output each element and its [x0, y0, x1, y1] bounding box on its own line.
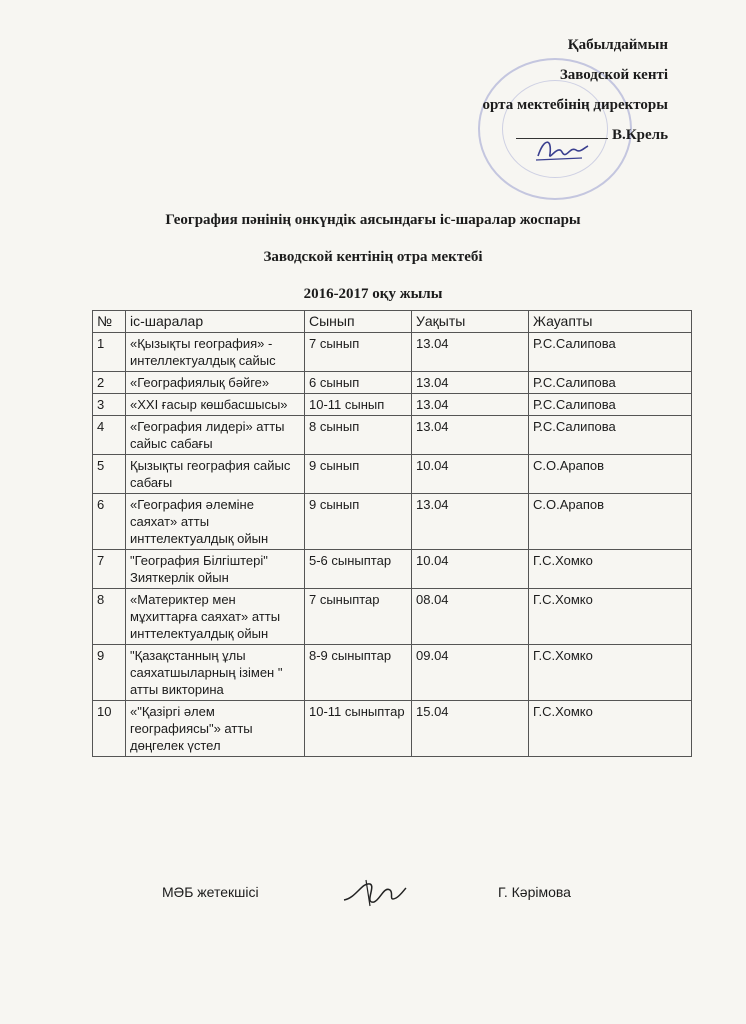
cell-number: 3	[93, 394, 126, 416]
title-line-3: 2016-2017 оқу жылы	[303, 286, 443, 302]
cell-number: 1	[93, 333, 126, 372]
cell-responsible: С.О.Арапов	[529, 494, 692, 550]
cell-grade: 10-11 сынып	[305, 394, 412, 416]
cell-event: «География лидері» атты сайыс сабағы	[126, 416, 305, 455]
cell-responsible: Г.С.Хомко	[529, 589, 692, 645]
approval-role: орта мектебінің директоры	[482, 97, 668, 113]
approval-heading: Қабылдаймын	[567, 37, 668, 53]
title-line-2: Заводской кентінің отра мектебі	[263, 249, 483, 265]
cell-date: 08.04	[412, 589, 529, 645]
cell-date: 13.04	[412, 394, 529, 416]
cell-grade: 8 сынып	[305, 416, 412, 455]
cell-grade: 9 сынып	[305, 455, 412, 494]
cell-grade: 7 сыныптар	[305, 589, 412, 645]
cell-date: 15.04	[412, 701, 529, 757]
cell-event: «Географиялық бәйге»	[126, 372, 305, 394]
cell-number: 5	[93, 455, 126, 494]
cell-grade: 7 сынып	[305, 333, 412, 372]
cell-number: 8	[93, 589, 126, 645]
cell-responsible: Р.С.Салипова	[529, 372, 692, 394]
cell-event: "Қазақстанның ұлы саяхатшыларның ізімен " атты викторина	[126, 645, 305, 701]
header-grade: Сынып	[305, 311, 412, 333]
footer-name: Г. Кәрімова	[498, 884, 571, 900]
table-header-row	[93, 311, 692, 333]
document-title	[0, 202, 746, 313]
director-name: В.Крель	[612, 127, 668, 143]
table-row	[93, 645, 692, 701]
cell-number: 6	[93, 494, 126, 550]
signature-underline	[516, 124, 608, 139]
footer-position: МӘБ жетекшісі	[162, 884, 259, 900]
events-table	[92, 310, 692, 757]
cell-grade: 8-9 сыныптар	[305, 645, 412, 701]
cell-date: 10.04	[412, 550, 529, 589]
header-number: №	[93, 311, 126, 333]
cell-date: 10.04	[412, 455, 529, 494]
approval-block	[483, 30, 668, 150]
cell-number: 4	[93, 416, 126, 455]
table-row	[93, 394, 692, 416]
footer-signature-block	[0, 876, 746, 906]
table-row	[93, 372, 692, 394]
table-row	[93, 701, 692, 757]
cell-responsible: Р.С.Салипова	[529, 333, 692, 372]
table-row	[93, 494, 692, 550]
cell-grade: 10-11 сыныптар	[305, 701, 412, 757]
cell-responsible: Г.С.Хомко	[529, 701, 692, 757]
cell-event: "География Білгіштері" Зияткерлік ойын	[126, 550, 305, 589]
table-row	[93, 333, 692, 372]
cell-date: 13.04	[412, 416, 529, 455]
cell-event: «"Қазіргі әлем географиясы"» атты дөңгелек үстел	[126, 701, 305, 757]
cell-date: 09.04	[412, 645, 529, 701]
table-row	[93, 455, 692, 494]
cell-event: «Қызықты география» - интеллектуалдық сайыс	[126, 333, 305, 372]
cell-date: 13.04	[412, 372, 529, 394]
cell-event: «География әлеміне саяхат» атты инттелектуалдық ойын	[126, 494, 305, 550]
cell-responsible: Р.С.Салипова	[529, 394, 692, 416]
cell-number: 10	[93, 701, 126, 757]
approval-village: Заводской кенті	[559, 67, 668, 83]
cell-number: 2	[93, 372, 126, 394]
header-responsible: Жауапты	[529, 311, 692, 333]
cell-date: 13.04	[412, 494, 529, 550]
cell-number: 7	[93, 550, 126, 589]
title-line-1: География пәнінің онкүндік аясындағы іс-шаралар жоспары	[165, 212, 581, 228]
approval-signature-line	[483, 120, 668, 150]
table-row	[93, 550, 692, 589]
cell-event: «XXI ғасыр көшбасшысы»	[126, 394, 305, 416]
head-signature	[340, 876, 410, 910]
cell-number: 9	[93, 645, 126, 701]
cell-date: 13.04	[412, 333, 529, 372]
cell-event: «Материктер мен мұхиттарға саяхат» атты инттелектуалдық ойын	[126, 589, 305, 645]
table-row	[93, 589, 692, 645]
header-event: іс-шаралар	[126, 311, 305, 333]
cell-responsible: Р.С.Салипова	[529, 416, 692, 455]
table-row	[93, 416, 692, 455]
cell-event: Қызықты география сайыс сабағы	[126, 455, 305, 494]
header-date: Уақыты	[412, 311, 529, 333]
cell-grade: 9 сынып	[305, 494, 412, 550]
cell-responsible: Г.С.Хомко	[529, 550, 692, 589]
cell-grade: 6 сынып	[305, 372, 412, 394]
cell-responsible: С.О.Арапов	[529, 455, 692, 494]
cell-responsible: Г.С.Хомко	[529, 645, 692, 701]
cell-grade: 5-6 сыныптар	[305, 550, 412, 589]
